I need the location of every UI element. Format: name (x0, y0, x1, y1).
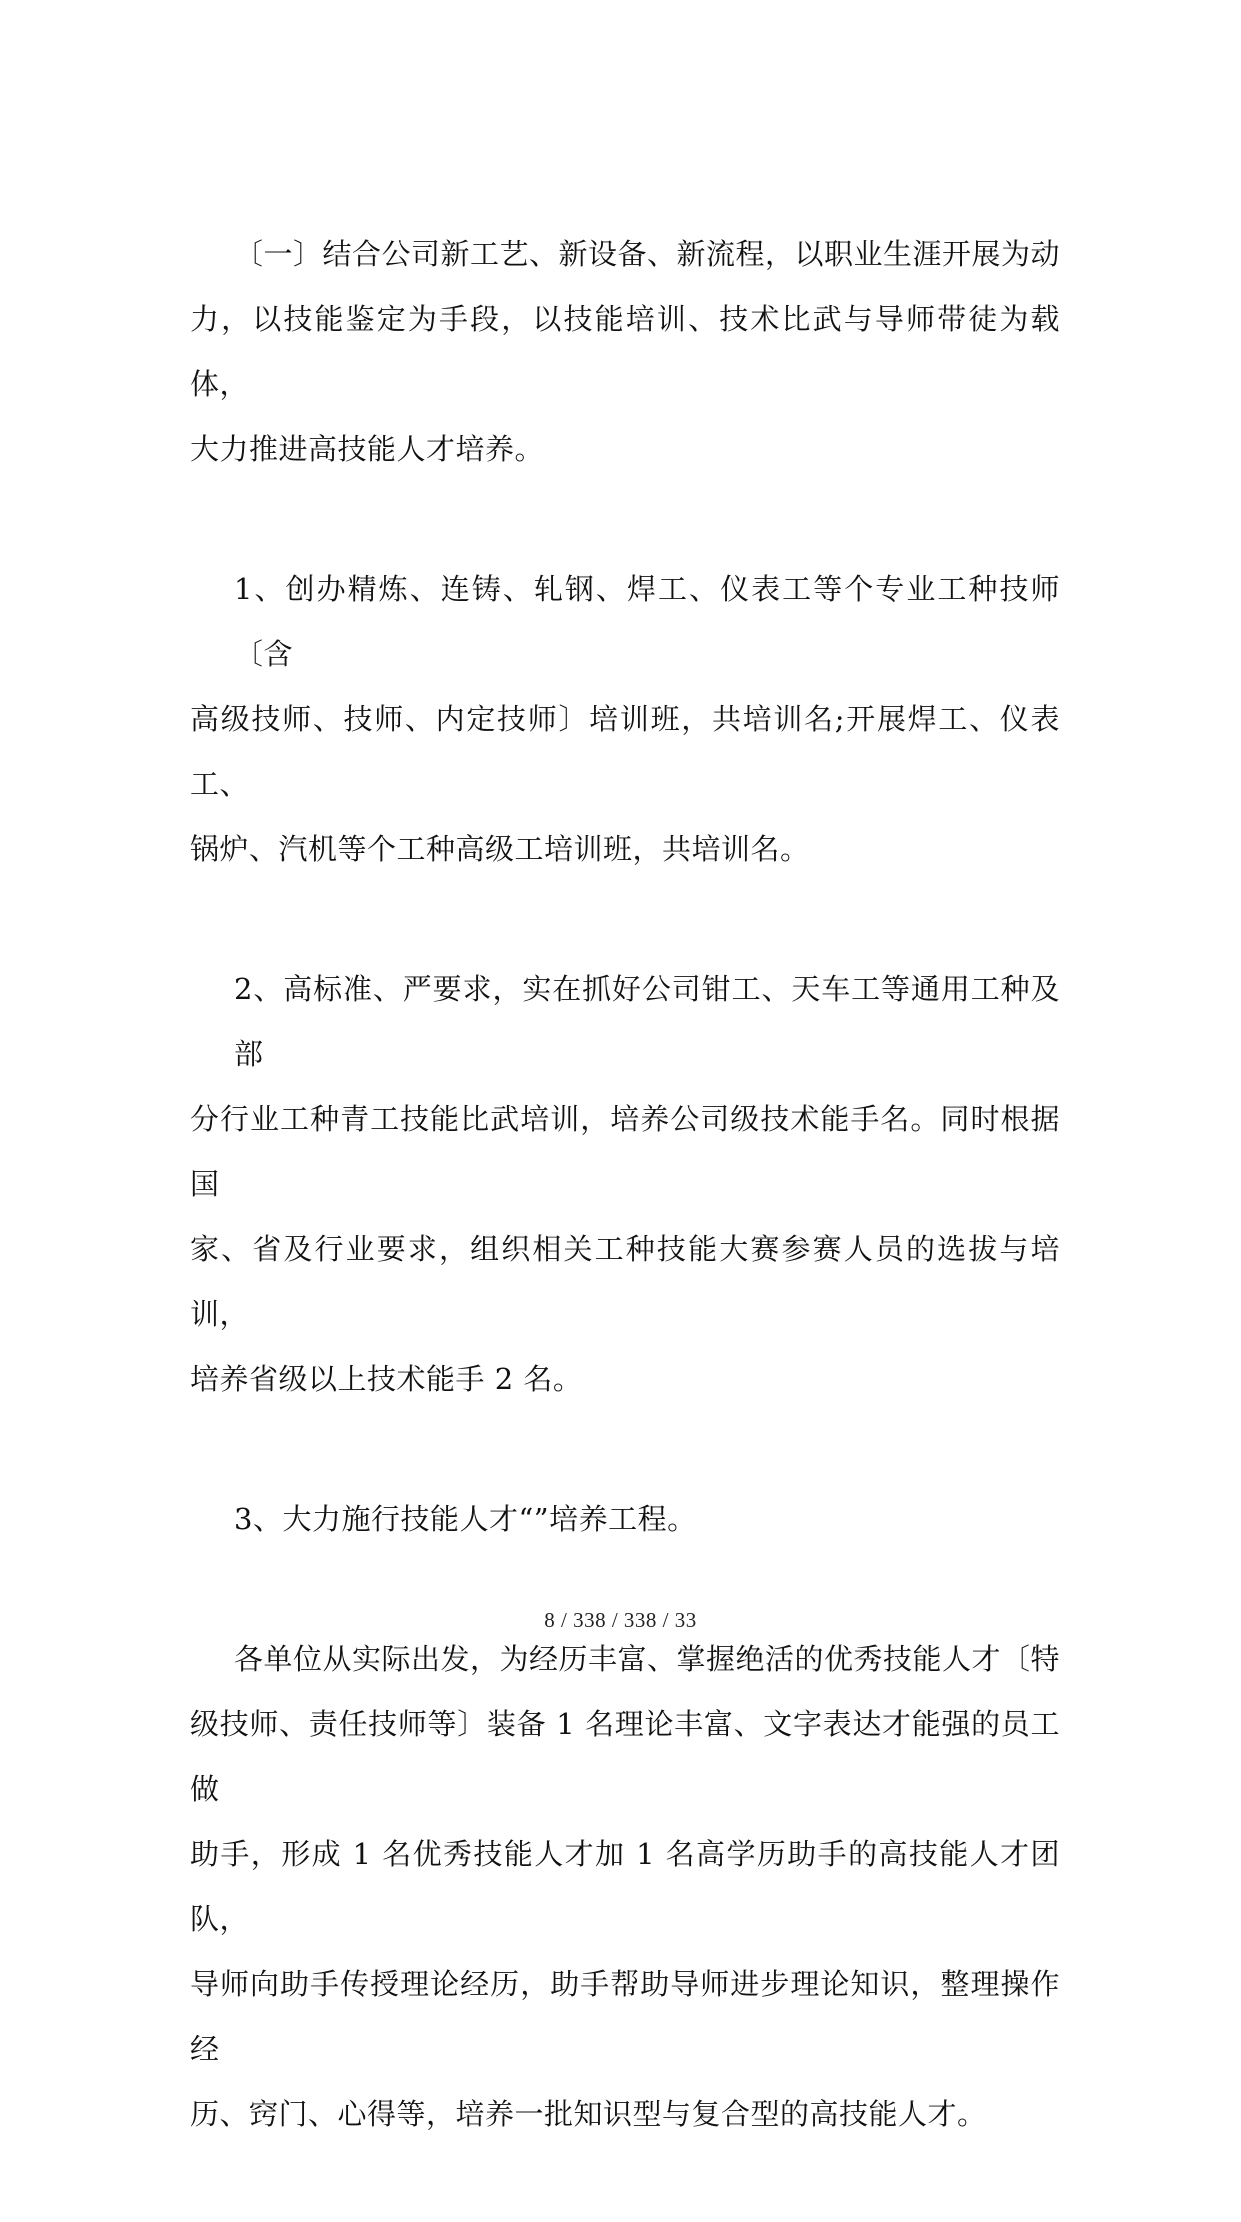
paragraph-line: 3、大力施行技能人才“”培养工程。 (234, 1502, 697, 1536)
paragraph-5 (190, 1627, 1060, 2147)
paragraph-line: 助手，形成 1 名优秀技能人才加 1 名高学历助手的高技能人才团队， (190, 1837, 1060, 1936)
paragraph-line: 培养省级以上技术能手 2 名。 (190, 1362, 583, 1396)
paragraph-line: 力，以技能鉴定为手段，以技能培训、技术比武与导师带徒为载体， (190, 302, 1060, 401)
paragraph-3 (190, 957, 1060, 1412)
paragraph-line: 分行业工种青工技能比武培训，培养公司级技术能手名。同时根据国 (190, 1102, 1060, 1201)
paragraph-4 (190, 1487, 1060, 1552)
paragraph-line: 1、创办精炼、连铸、轧钢、焊工、仪表工等个专业工种技师〔含 (234, 572, 1060, 671)
paragraph-line: 级技师、责任技师等〕装备 1 名理论丰富、文字表达才能强的员工做 (190, 1707, 1060, 1806)
paragraph-line: 导师向助手传授理论经历，助手帮助导师进步理论知识，整理操作经 (190, 1967, 1060, 2066)
paragraph-2 (190, 557, 1060, 882)
page-number-footer: 8 / 338 / 338 / 33 (544, 1608, 697, 1632)
paragraph-line: 家、省及行业要求，组织相关工种技能大赛参赛人员的选拔与培训， (190, 1232, 1060, 1331)
paragraph-line: 大力推进高技能人才培养。 (190, 432, 545, 466)
paragraph-line: 〔一〕结合公司新工艺、新设备、新流程，以职业生涯开展为动 (234, 237, 1061, 271)
paragraph-line: 2、高标准、严要求，实在抓好公司钳工、天车工等通用工种及部 (234, 972, 1060, 1071)
paragraph-line: 高级技师、技师、内定技师〕培训班，共培训名;开展焊工、仪表工、 (190, 702, 1060, 801)
document-body (190, 222, 1060, 2222)
paragraph-line: 各单位从实际出发，为经历丰富、掌握绝活的优秀技能人才〔特 (234, 1642, 1061, 1676)
paragraph-line: 历、窍门、心得等，培养一批知识型与复合型的高技能人才。 (190, 2097, 987, 2131)
paragraph-line: 锅炉、汽机等个工种高级工培训班，共培训名。 (190, 832, 810, 866)
paragraph-1 (190, 222, 1060, 482)
